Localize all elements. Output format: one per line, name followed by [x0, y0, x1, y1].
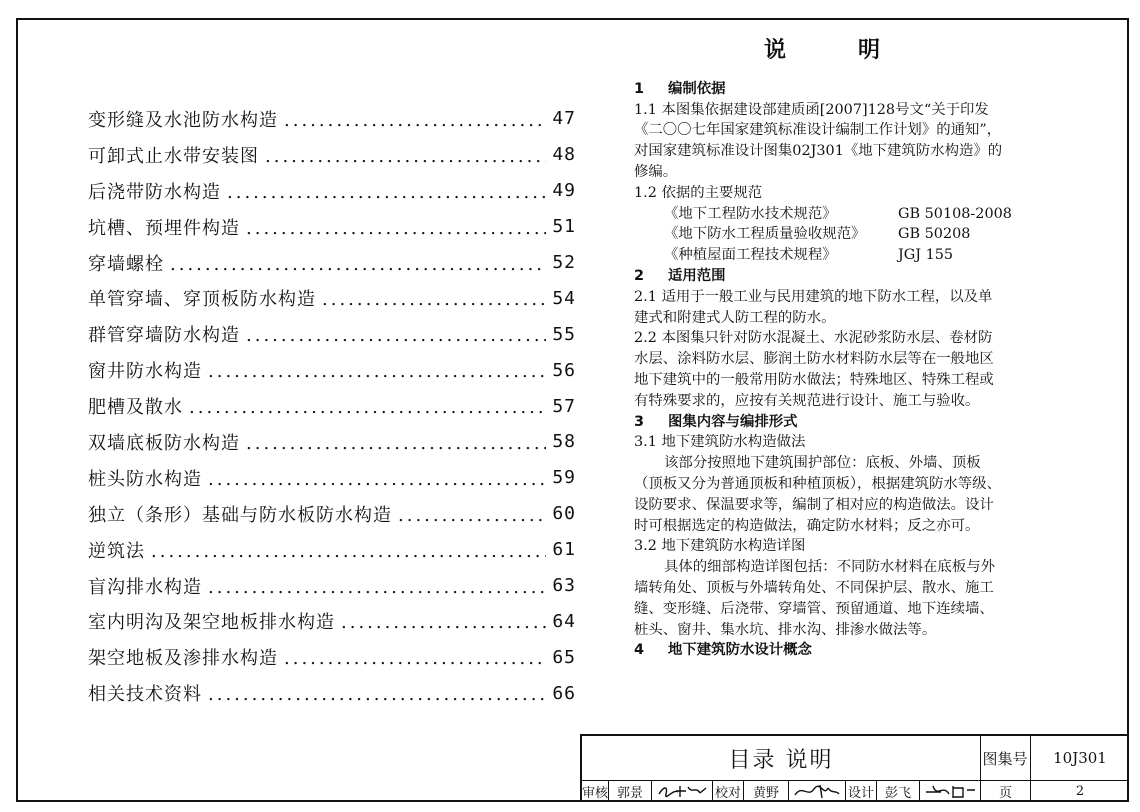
- text-line: 1.1 本图集依据建设部建质函[2007]128号文“关于印发: [634, 101, 989, 118]
- design-label: 设计: [846, 780, 877, 802]
- subsection-heading: 1.2 依据的主要规范: [634, 184, 763, 201]
- standard-code: GB 50208: [898, 226, 971, 243]
- toc-leader-dots: [208, 684, 546, 706]
- toc-entry-title: 坑槽、预埋件构造: [88, 217, 240, 239]
- toc-entry-title: 单管穿墙、穿顶板防水构造: [88, 289, 316, 311]
- toc-leader-dots: [208, 577, 546, 599]
- text-line: 该部分按照地下建筑围护部位：底板、外墙、顶板: [664, 455, 981, 472]
- toc-entry-title: 相关技术资料: [88, 684, 202, 706]
- standard-code: GB 50108-2008: [898, 205, 1012, 222]
- text-line: 2.2 本图集只针对防水混凝土、水泥砂浆防水层、卷材防: [634, 330, 993, 347]
- text-line: 桩头、窗井、集水坑、排水沟、排渗水做法等。: [634, 621, 937, 638]
- toc-entry-page: 60: [552, 503, 576, 525]
- toc-entry-page: 64: [552, 610, 576, 632]
- page-number: 2: [1075, 783, 1085, 799]
- toc-leader-dots: [322, 289, 546, 311]
- paragraph-3-1: [634, 453, 1064, 536]
- toc-entry-page: 47: [552, 108, 576, 130]
- standard-name: 《地下防水工程质量验收规范》: [664, 226, 866, 243]
- toc-entry: [88, 568, 576, 604]
- drawing-title: 目录 说明: [582, 736, 981, 780]
- toc-entry: [88, 352, 576, 388]
- text-line: 2.1 适用于一般工业与民用建筑的地下防水工程，以及单: [634, 288, 993, 305]
- toc-entry-page: 48: [552, 144, 576, 166]
- toc-entry-page: 52: [552, 252, 576, 273]
- toc-entry: [88, 388, 576, 424]
- toc-entry-page: 65: [552, 646, 576, 668]
- toc-leader-dots: [151, 541, 546, 563]
- review-label: 审核: [582, 780, 609, 802]
- reviewer-signature: [652, 780, 713, 802]
- toc-entry: [88, 245, 576, 281]
- section-heading: 2 适用范围: [634, 267, 726, 284]
- notes-title: 说明: [763, 37, 952, 63]
- toc-entry-page: 51: [552, 216, 576, 238]
- toc-leader-dots: [227, 182, 546, 204]
- toc-entry: [88, 316, 576, 352]
- toc-leader-dots: [189, 397, 546, 419]
- text-line: 建式和附建式人防工程的防水。: [634, 309, 836, 326]
- toc-entry: [88, 137, 576, 173]
- toc-entry-title: 群管穿墙防水构造: [88, 325, 240, 347]
- toc-entry-title: 穿墙螺栓: [88, 253, 164, 275]
- toc-leader-dots: [341, 612, 546, 634]
- text-line: 水层、涂料防水层、膨润土防水材料防水层等在一般地区: [634, 351, 994, 368]
- toc-entry-title: 盲沟排水构造: [88, 576, 202, 598]
- toc-entry: [88, 173, 576, 209]
- toc-entry-page: 63: [552, 575, 576, 597]
- text-line: 墙转角处、顶板与外墙转角处、不同保护层、散水、施工: [634, 579, 994, 596]
- toc-entry-page: 54: [552, 287, 576, 309]
- toc-entry-title: 双墙底板防水构造: [88, 432, 240, 454]
- standard-item: [634, 224, 1064, 245]
- subsection-heading: 3.2 地下建筑防水构造详图: [634, 538, 806, 555]
- text-line: 具体的细部构造详图包括：不同防水材料在底板与外: [664, 559, 995, 576]
- toc-entry: [88, 460, 576, 496]
- standards-list: [634, 204, 1064, 266]
- text-line: 缝、变形缝、后浇带、穿墙管、预留通道、地下连续墙、: [634, 600, 994, 617]
- toc-entry-title: 后浇带防水构造: [88, 181, 221, 203]
- toc-leader-dots: [208, 469, 546, 491]
- toc-leader-dots: [246, 325, 546, 347]
- toc-leader-dots: [398, 505, 546, 527]
- standard-item: [634, 204, 1064, 225]
- section-heading: 1 编制依据: [634, 80, 726, 97]
- toc-leader-dots: [246, 433, 546, 455]
- atlas-number-label: 图集号: [980, 736, 1031, 780]
- toc-entry: [88, 424, 576, 460]
- checker-name: 黄野: [744, 780, 789, 802]
- toc-leader-dots: [170, 254, 546, 276]
- toc-entry-page: 58: [552, 431, 576, 453]
- check-label: 校对: [713, 780, 744, 802]
- table-of-contents: [88, 101, 576, 711]
- toc-leader-dots: [208, 361, 546, 383]
- toc-entry-title: 室内明沟及架空地板排水构造: [88, 612, 335, 634]
- title-block: [580, 734, 1129, 802]
- designer-name: 彭飞: [877, 780, 920, 802]
- paragraph-1-1: [634, 100, 1064, 183]
- page-label: 页: [981, 780, 1031, 802]
- section-heading: 3 图集内容与编排形式: [634, 413, 798, 430]
- text-line: 有特殊要求的，应按有关规范进行设计、施工与验收。: [634, 392, 980, 409]
- text-line: 时可根据选定的构造做法，确定防水材料；反之亦可。: [634, 517, 980, 534]
- toc-leader-dots: [265, 146, 546, 168]
- toc-entry-title: 肥槽及散水: [88, 397, 183, 419]
- toc-entry: [88, 532, 576, 568]
- toc-entry-page: 59: [552, 467, 576, 489]
- toc-entry-title: 独立（条形）基础与防水板防水构造: [88, 504, 392, 526]
- toc-entry-title: 可卸式止水带安装图: [88, 145, 259, 167]
- text-line: 设防要求、保温要求等，编制了相对应的构造做法。设计: [634, 496, 994, 513]
- toc-entry: [88, 496, 576, 532]
- text-line: 《二〇〇七年国家建筑标准设计编制工作计划》的通知”，: [634, 122, 1002, 139]
- standard-name: 《地下工程防水技术规范》: [664, 205, 837, 222]
- text-line: 对国家建筑标准设计图集02J301《地下建筑防水构造》的: [634, 143, 1003, 160]
- toc-entry-page: 61: [552, 539, 576, 561]
- toc-leader-dots: [246, 218, 546, 240]
- toc-entry-page: 55: [552, 323, 576, 345]
- standard-item: [634, 245, 1064, 266]
- atlas-number: 10J301: [1053, 749, 1107, 767]
- toc-entry-page: 66: [552, 682, 576, 704]
- text-line: （顶板又分为普通顶板和种植顶板），根据建筑防水等级、: [634, 475, 1001, 492]
- toc-entry-title: 桩头防水构造: [88, 468, 202, 490]
- toc-entry-page: 57: [552, 395, 576, 417]
- toc-entry-title: 窗井防水构造: [88, 361, 202, 383]
- text-line: 地下建筑中的一般常用防水做法；特殊地区、特殊工程或: [634, 371, 994, 388]
- toc-entry: [88, 639, 576, 675]
- section-heading: 4 地下建筑防水设计概念: [634, 642, 812, 659]
- toc-leader-dots: [284, 648, 546, 670]
- standard-name: 《种植屋面工程技术规程》: [664, 247, 837, 264]
- toc-entry: [88, 675, 576, 711]
- paragraph-2-2: [634, 328, 1064, 411]
- standard-code: JGJ 155: [898, 247, 954, 264]
- designer-signature: [920, 780, 981, 802]
- toc-leader-dots: [284, 110, 546, 132]
- toc-entry: [88, 101, 576, 137]
- toc-entry-title: 变形缝及水池防水构造: [88, 109, 278, 131]
- subsection-heading: 3.1 地下建筑防水构造做法: [634, 434, 806, 451]
- toc-entry-page: 49: [552, 180, 576, 202]
- toc-entry-title: 逆筑法: [88, 540, 145, 562]
- checker-signature: [789, 780, 846, 802]
- toc-entry-page: 56: [552, 359, 576, 381]
- toc-entry-title: 架空地板及渗排水构造: [88, 648, 278, 670]
- reviewer-name: 郭景: [609, 780, 652, 802]
- paragraph-2-1: [634, 287, 1064, 329]
- toc-entry: [88, 209, 576, 245]
- paragraph-3-2: [634, 557, 1064, 640]
- toc-entry: [88, 280, 576, 316]
- explanation-section: [634, 37, 1064, 661]
- text-line: 修编。: [634, 163, 678, 180]
- toc-entry: [88, 603, 576, 639]
